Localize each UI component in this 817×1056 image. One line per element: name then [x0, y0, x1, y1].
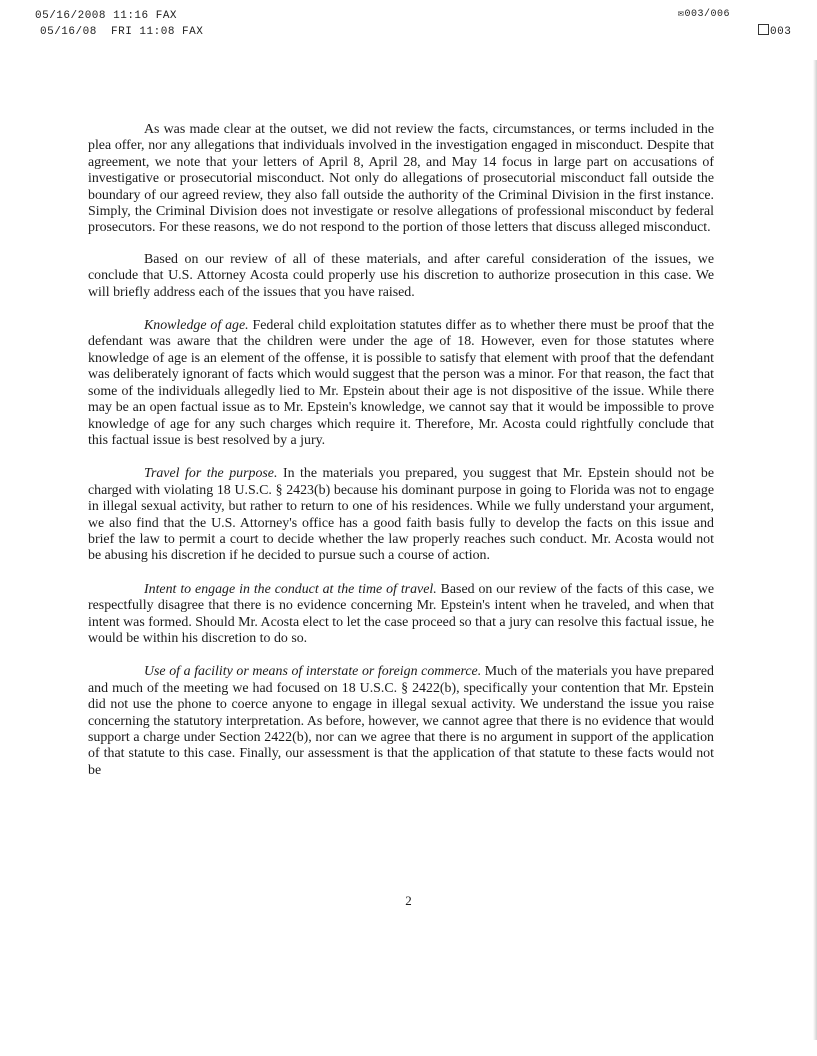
paragraph-travel-purpose: [88, 466, 714, 564]
paragraph-text: Based on our review of the facts of this case, we respectfully disagree that there is no evidence concerning Mr. Epstein's intent when he traveled, and when that intent was formed. Should Mr. Acosta elect to let the case proceed so that a jury can resolve this factual issue, he would be within his discretion to do so.: [88, 581, 714, 646]
paragraph-lead: Use of a facility or means of interstate or foreign commerce.: [144, 664, 482, 680]
fax-header-line-1: 05/16/2008 11:16 FAX: [35, 10, 178, 22]
paragraph-lead: Intent to engage in the conduct at the time of travel.: [144, 581, 437, 597]
fax-page-counter-top: ✉003/006: [678, 9, 731, 20]
paragraph-text: Based on our review of all of these materials, and after careful consideration of the issues, we conclude that U.S. Attorney Acosta could properly use his discretion to authorize prosecution in this case. We will briefly address each of the issues that you have raised.: [88, 251, 714, 300]
fax-page-counter: [758, 24, 791, 38]
letter-body: [88, 122, 714, 796]
paragraph-scope: [88, 122, 714, 237]
paragraph-conclusion: [88, 252, 714, 301]
paragraph-text: As was made clear at the outset, we did not review the facts, circumstances, or terms included in the plea offer, nor any allegations that individuals involved in the investigation engaged in misconduct. Despite that agreement, we note that your letters of April 8, April 28, and May 14 focus in large part on accusations of investigative or prosecutorial misconduct. Not only do allegations of prosecutorial misconduct fall outside the boundary of our agreed review, they also fall outside the authority of the Criminal Division in the first instance. Simply, the Criminal Division does not investigate or resolve allegations of professional misconduct by federal prosecutors. For these reasons, we do not respond to the portion of those letters that discuss alleged misconduct.: [88, 122, 714, 236]
page-number: 2: [405, 893, 412, 908]
paragraph-knowledge-of-age: [88, 318, 714, 449]
paragraph-interstate-commerce: [88, 664, 714, 779]
fax-box-icon: [758, 24, 769, 35]
paragraph-lead: Knowledge of age.: [144, 318, 249, 334]
paragraph-lead: Travel for the purpose.: [144, 466, 278, 482]
paragraph-text: Federal child exploitation statutes differ as to whether there must be proof that the defendant was aware that the children were under the age of 18. However, even for those statutes where knowledge of age is an element of the offense, it is possible to satisfy that element with proof that the defendant was deliberately ignorant of facts which would suggest that the person was a minor. For that reason, the fact that some of the individuals allegedly lied to Mr. Epstein about their age is not dispositive of the issue. While there may be an open factual issue as to Mr. Epstein's knowledge, we cannot say that it would be impossible to prove knowledge of age for any such charges which require it. Therefore, Mr. Acosta could rightfully conclude that this factual issue is best resolved by a jury.: [88, 318, 715, 448]
paragraph-text: In the materials you prepared, you suggest that Mr. Epstein should not be charged with violating 18 U.S.C. § 2423(b) because his dominant purpose in going to Florida was not to engage in illegal sexual activity, but rather to return to one of his residences. While we fully understand your argument, we also find that the U.S. Attorney's office has a good faith basis fully to develop the facts on this issue and brief the law to permit a court to decide whether the law properly reaches such conduct. Mr. Acosta would not be abusing his discretion if he decided to pursue such a course of action.: [88, 466, 714, 564]
paragraph-text: Much of the materials you have prepared and much of the meeting we had focused on 18 U.S.C. § 2422(b), specifically your contention that Mr. Epstein did not use the phone to coerce anyone to engage in illegal sexual activity. We understand the issue you raise concerning the statutory interpretation. As before, however, we cannot agree that there is no evidence that would support a charge under Section 2422(b), nor can we agree that there is no argument in support of the application of that statute to this case. Finally, our assessment is that the application of that statute to these facts would not be: [88, 664, 714, 778]
fax-header-line-2: 05/16/08 FRI 11:08 FAX: [40, 26, 204, 38]
fax-page-counter-text: 003: [770, 26, 792, 38]
paragraph-intent: [88, 582, 714, 648]
